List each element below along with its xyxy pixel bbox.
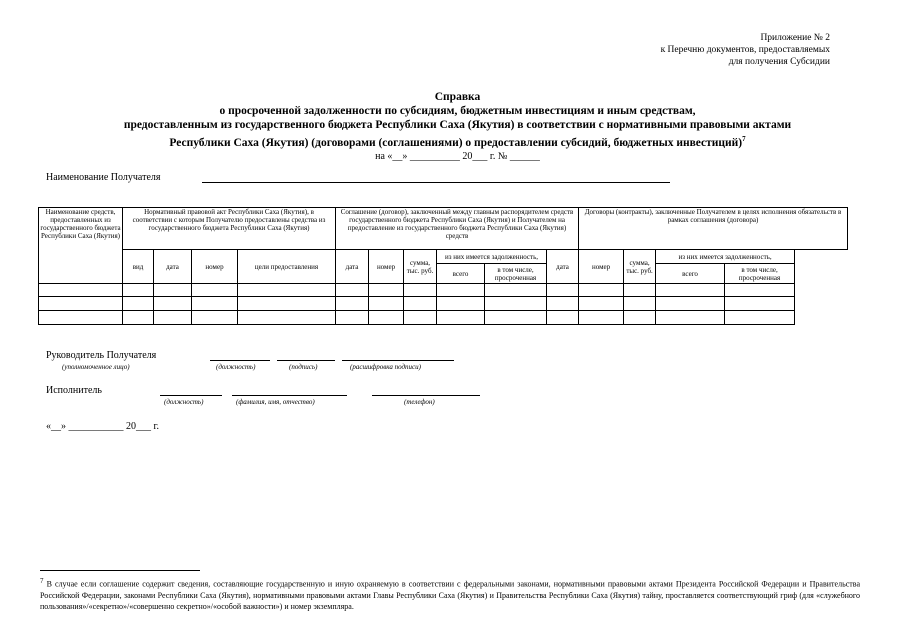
head-signature-line[interactable] bbox=[277, 360, 335, 361]
table-cell[interactable] bbox=[238, 284, 336, 297]
executor-name-caption: (фамилия, имя, отчество) bbox=[236, 398, 315, 406]
table-cell[interactable] bbox=[238, 311, 336, 325]
col-header-agreement-overdue: в том числе, просроченная bbox=[485, 264, 547, 284]
table-cell[interactable] bbox=[369, 311, 404, 325]
table-cell[interactable] bbox=[192, 297, 238, 311]
col-header-npa-number: номер bbox=[192, 250, 238, 284]
table-cell[interactable] bbox=[547, 284, 579, 297]
executor-label: Исполнитель bbox=[46, 385, 102, 396]
col-header-contract-date: дата bbox=[547, 250, 579, 284]
debt-table bbox=[38, 207, 848, 325]
table-row bbox=[39, 311, 848, 325]
col-header-contract-debt: из них имеется задолженность, bbox=[656, 250, 795, 264]
col-header-agreement-date: дата bbox=[336, 250, 369, 284]
table-cell[interactable] bbox=[336, 311, 369, 325]
table-cell[interactable] bbox=[192, 311, 238, 325]
table-cell[interactable] bbox=[624, 311, 656, 325]
table-cell[interactable] bbox=[154, 284, 192, 297]
head-position-line[interactable] bbox=[210, 360, 270, 361]
table-cell[interactable] bbox=[547, 297, 579, 311]
executor-position-line[interactable] bbox=[160, 395, 222, 396]
table-cell[interactable] bbox=[656, 311, 725, 325]
title-line-3: предоставленным из государственного бюджета Республики Саха (Якутия) в соответствии с нормативными правовыми актами bbox=[123, 119, 792, 131]
col-header-contract-overdue: в том числе, просроченная bbox=[725, 264, 795, 284]
table-cell[interactable] bbox=[624, 284, 656, 297]
table-cell[interactable] bbox=[123, 284, 154, 297]
table-cell[interactable] bbox=[485, 284, 547, 297]
signature-date-line: «__» ___________ 20___ г. bbox=[46, 421, 159, 432]
footnote-mark: 7 bbox=[40, 577, 44, 585]
recipient-label: Наименование Получателя bbox=[46, 172, 161, 183]
head-label: Руководитель Получателя bbox=[46, 350, 157, 361]
table-cell[interactable] bbox=[404, 284, 437, 297]
table-cell[interactable] bbox=[154, 311, 192, 325]
table-cell[interactable] bbox=[725, 297, 795, 311]
col-header-vid: вид bbox=[123, 250, 154, 284]
appendix-header bbox=[600, 32, 830, 68]
table-cell[interactable] bbox=[404, 297, 437, 311]
appendix-line-3: для получения Субсидии bbox=[728, 57, 830, 67]
table-cell[interactable] bbox=[624, 297, 656, 311]
table-cell[interactable] bbox=[336, 284, 369, 297]
table-cell[interactable] bbox=[369, 284, 404, 297]
table-cell[interactable] bbox=[579, 284, 624, 297]
table-cell[interactable] bbox=[336, 297, 369, 311]
table-cell[interactable] bbox=[404, 311, 437, 325]
table-cell[interactable] bbox=[39, 284, 123, 297]
title-date-line: на «__» __________ 20___ г. № ______ bbox=[375, 150, 540, 162]
table-row bbox=[39, 284, 848, 297]
table-cell[interactable] bbox=[369, 297, 404, 311]
table-cell[interactable] bbox=[656, 297, 725, 311]
table-cell[interactable] bbox=[579, 297, 624, 311]
appendix-line-2: к Перечню документов, предоставляемых bbox=[660, 45, 830, 55]
document-title bbox=[40, 90, 875, 164]
group-header-npa: Нормативный правовой акт Республики Саха (Якутия), в соответствии с которым Получателю предоставлены средства из государственного бюджета Республики Саха (Якутия) bbox=[123, 208, 336, 250]
table-cell[interactable] bbox=[547, 311, 579, 325]
col-header-agreement-total: всего bbox=[437, 264, 485, 284]
col-header-contract-total: всего bbox=[656, 264, 725, 284]
col-header-contract-number: номер bbox=[579, 250, 624, 284]
col-header-agreement-debt: из них имеется задолженность, bbox=[437, 250, 547, 264]
table-cell[interactable] bbox=[437, 311, 485, 325]
table-row bbox=[39, 297, 848, 311]
table-cell[interactable] bbox=[39, 297, 123, 311]
col-header-contract-sum: сумма, тыс. руб. bbox=[624, 250, 656, 284]
col-header-agreement-number: номер bbox=[369, 250, 404, 284]
table-cell[interactable] bbox=[485, 297, 547, 311]
table-cell[interactable] bbox=[437, 284, 485, 297]
table-cell[interactable] bbox=[123, 297, 154, 311]
table-cell[interactable] bbox=[725, 311, 795, 325]
footnote-separator bbox=[40, 570, 200, 571]
title-line-1: Справка bbox=[434, 91, 481, 103]
table-cell[interactable] bbox=[123, 311, 154, 325]
head-signature-caption: (подпись) bbox=[289, 363, 318, 371]
head-decode-caption: (расшифровка подписи) bbox=[350, 363, 421, 371]
col-header-agreement-sum: сумма, тыс. руб. bbox=[404, 250, 437, 284]
table-cell[interactable] bbox=[154, 297, 192, 311]
col-header-funds-name: Наименование средств, предоставленных из государственного бюджета Республики Саха (Якутия) bbox=[39, 208, 123, 284]
table-cell[interactable] bbox=[656, 284, 725, 297]
head-position-caption: (должность) bbox=[216, 363, 256, 371]
title-line-4-text: Республики Саха (Якутия) (договорами (соглашениями) о предоставлении субсидий, бюджетных инвестиций) bbox=[169, 136, 743, 149]
group-header-contracts: Договоры (контракты), заключенные Получателем в целях исполнения обязательств в рамках соглашения (договора) bbox=[579, 208, 848, 250]
table-cell[interactable] bbox=[579, 311, 624, 325]
group-header-agreement: Соглашение (договор), заключенный между главным распорядителем средств государственного бюджета Республики Саха (Якутия) и Получателем на предоставление из государственного бюджета Республики Саха (Якутия) средств bbox=[336, 208, 579, 250]
table-cell[interactable] bbox=[192, 284, 238, 297]
head-decode-line[interactable] bbox=[342, 360, 454, 361]
executor-phone-caption: (телефон) bbox=[404, 398, 435, 406]
footnote bbox=[40, 576, 860, 612]
footnote-text: В случае если соглашение содержит сведения, составляющие государственную и иную охраняемую в соответствии с федеральными законами, нормативными правовыми актами Президента Российской Федерации и Правительства Российской Федерации, законами Республики Саха (Якутия), нормативными правовыми актами Главы Республики Саха (Якутия) и Правительства Республики Саха (Якутия) тайну, проставляется соответствующий гриф (для «служебного пользования»/«секретно»/«совершенно секретно»/«особой важности») и номер экземпляра. bbox=[40, 579, 861, 611]
executor-position-caption: (должность) bbox=[164, 398, 204, 406]
recipient-input-line[interactable] bbox=[202, 182, 670, 183]
title-footnote-mark: 7 bbox=[742, 135, 746, 143]
executor-name-line[interactable] bbox=[232, 395, 347, 396]
col-header-npa-date: дата bbox=[154, 250, 192, 284]
col-header-purpose: цели предоставления bbox=[238, 250, 336, 284]
table-cell[interactable] bbox=[39, 311, 123, 325]
table-cell[interactable] bbox=[725, 284, 795, 297]
table-cell[interactable] bbox=[485, 311, 547, 325]
head-caption: (уполномоченное лицо) bbox=[62, 363, 130, 371]
executor-phone-line[interactable] bbox=[372, 395, 480, 396]
appendix-line-1: Приложение № 2 bbox=[760, 33, 830, 43]
title-line-2: о просроченной задолженности по субсидиям, бюджетным инвестициям и иным средствам, bbox=[219, 105, 696, 117]
table-cell[interactable] bbox=[437, 297, 485, 311]
title-line-4 bbox=[40, 132, 875, 150]
table-cell[interactable] bbox=[238, 297, 336, 311]
